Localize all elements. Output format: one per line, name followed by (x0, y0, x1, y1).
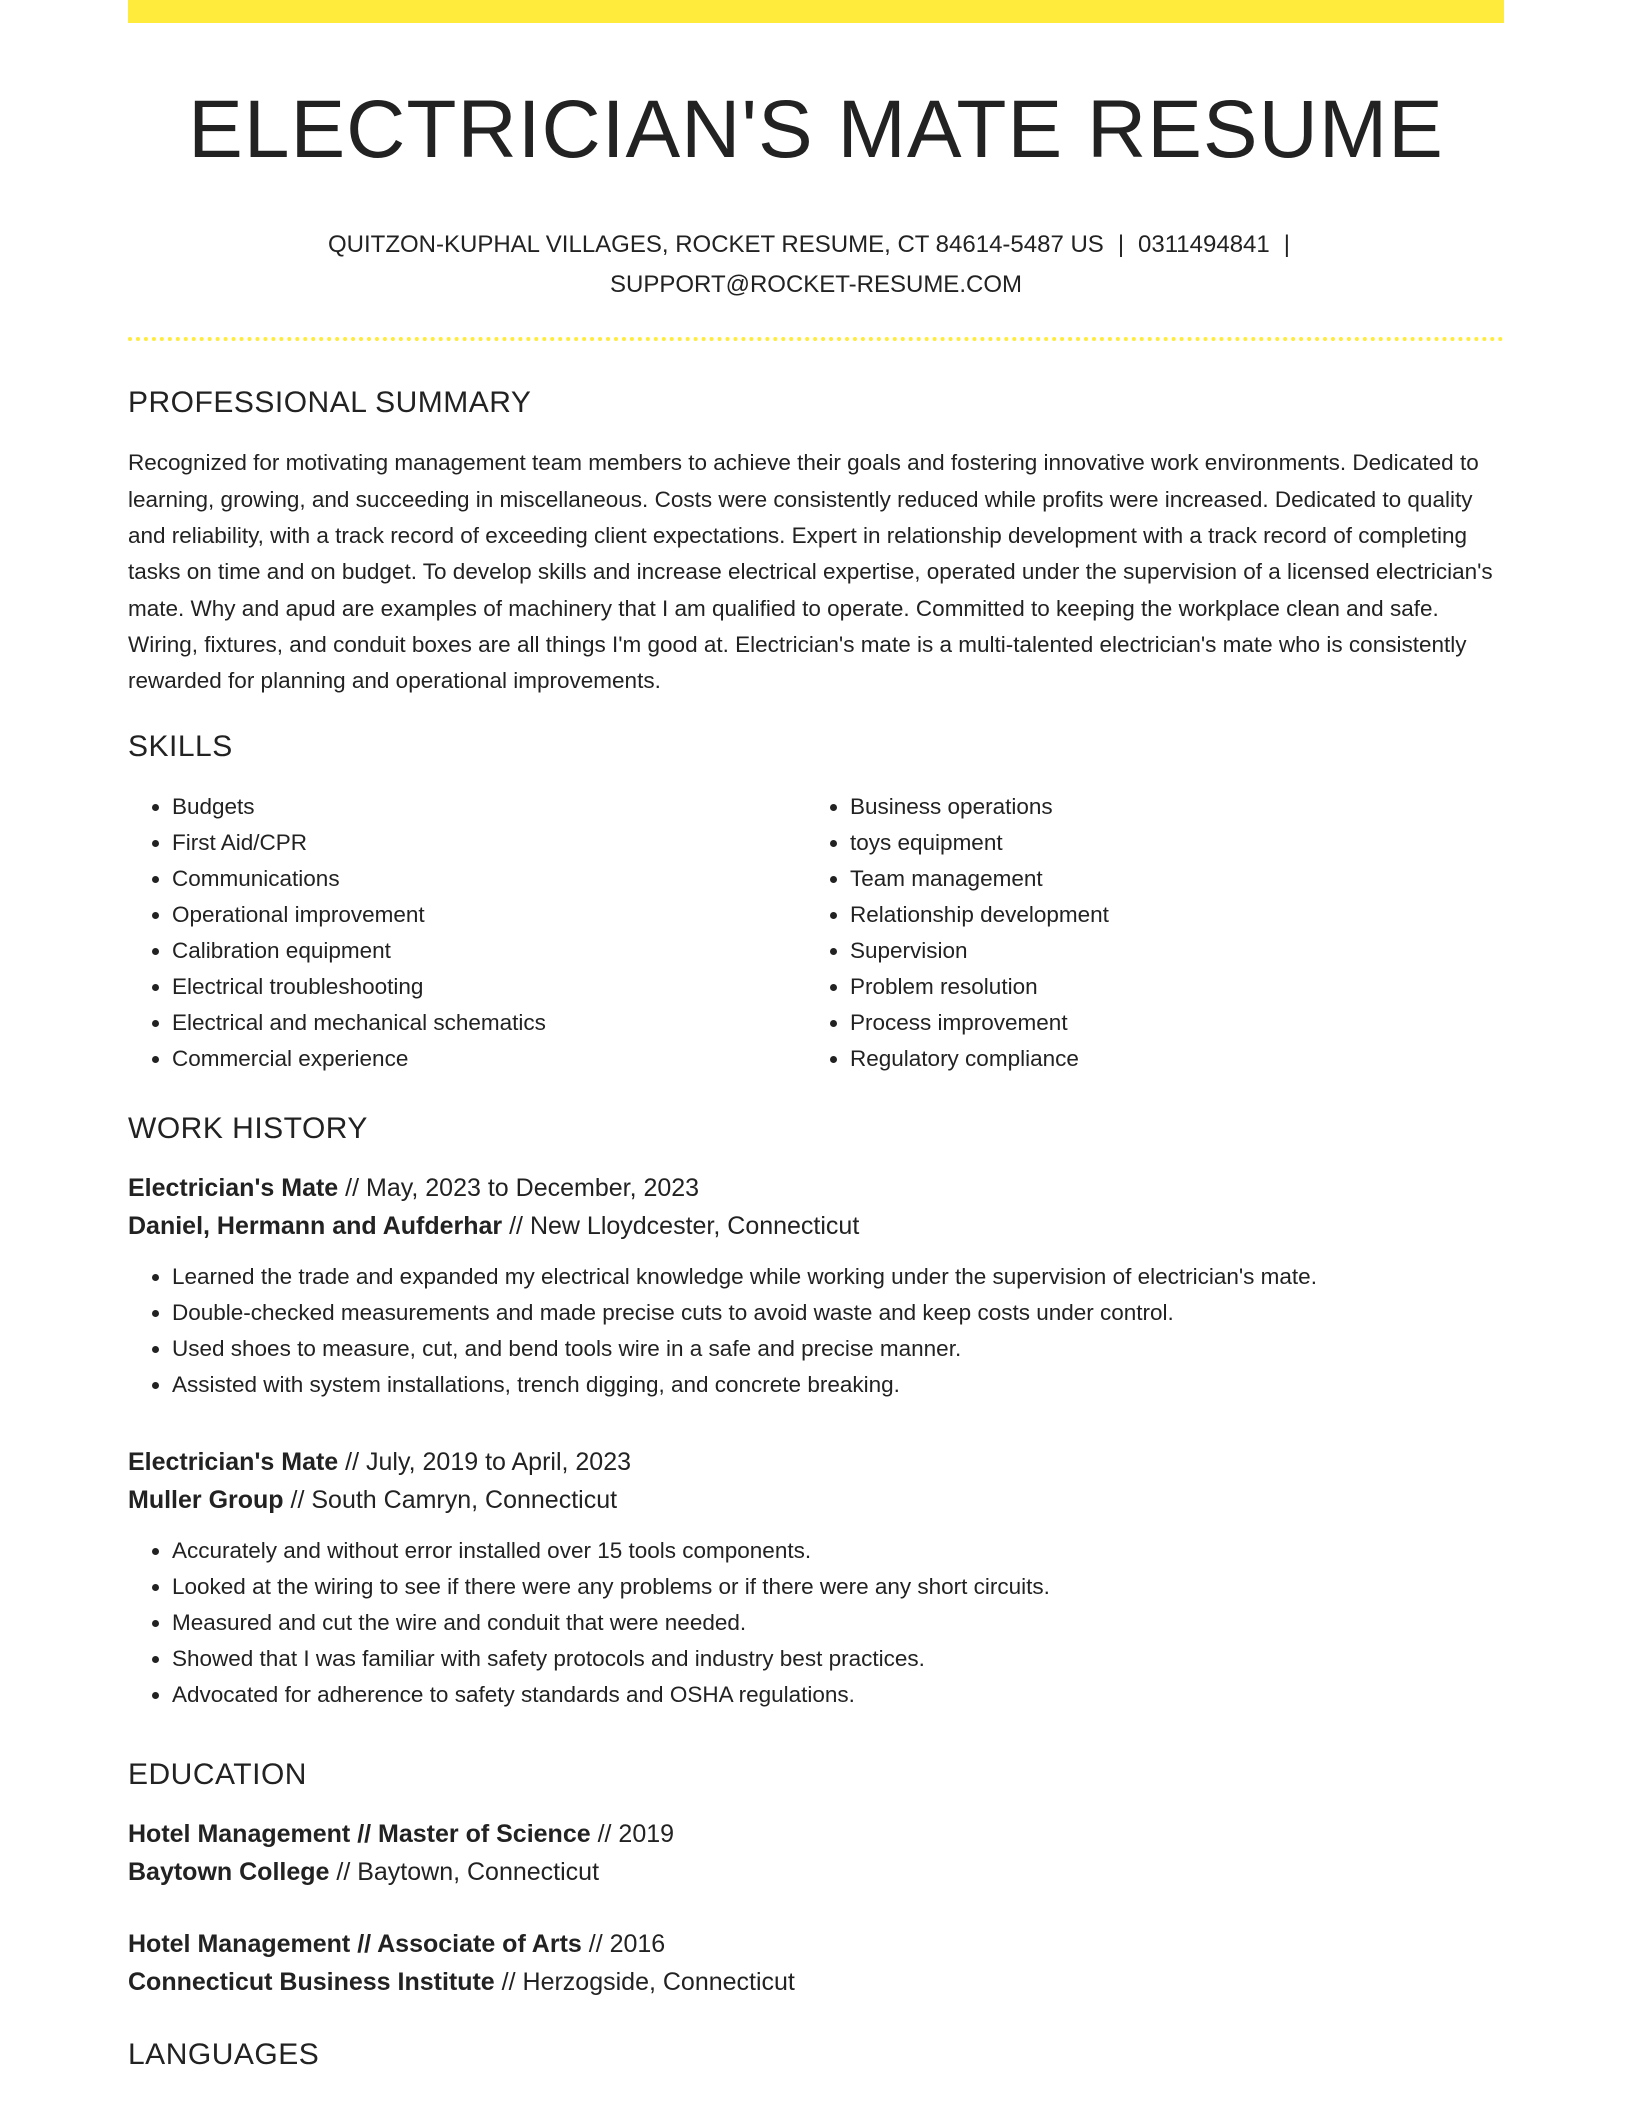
job-dates: July, 2019 to April, 2023 (366, 1448, 632, 1477)
skill-item: • Electrical troubleshooting (172, 969, 806, 1005)
job-bullet: • Measured and cut the wire and conduit that were needed. (172, 1605, 1504, 1641)
education-school: Connecticut Business Institute (128, 1968, 495, 1997)
separator: // (494, 1968, 523, 1997)
separator: // (329, 1858, 358, 1887)
separator: // (502, 1212, 530, 1241)
contact-separator: | (1283, 231, 1290, 259)
skill-item: • Electrical and mechanical schematics (172, 1005, 806, 1041)
summary-heading: PROFESSIONAL SUMMARY (128, 386, 532, 420)
education-school: Baytown College (128, 1858, 330, 1887)
job-entry (128, 1169, 1504, 1403)
job-title-line (128, 1169, 1504, 1207)
separator: // (338, 1448, 367, 1477)
job-bullet: • Showed that I was familiar with safety protocols and industry best practices. (172, 1641, 1504, 1677)
job-title: Electrician's Mate (128, 1174, 339, 1203)
job-location: South Camryn, Connecticut (311, 1486, 618, 1515)
separator: // (581, 1930, 610, 1959)
job-company-line (128, 1481, 1504, 1519)
skill-item: • Business operations (850, 789, 1484, 825)
job-bullet: • Accurately and without error installed over 15 tools components. (172, 1533, 1504, 1569)
contact-address: QUITZON-KUPHAL VILLAGES, ROCKET RESUME, CT 84614-5487 US (328, 231, 1104, 259)
skill-item: • toys equipment (850, 825, 1484, 861)
education-school-line (128, 1853, 1504, 1891)
header-divider (128, 337, 1504, 341)
skill-item: • Calibration equipment (172, 933, 806, 969)
separator: // (338, 1174, 367, 1203)
job-company-line (128, 1207, 1504, 1245)
education-location: Herzogside, Connecticut (522, 1968, 795, 1997)
skill-item: • Problem resolution (850, 969, 1484, 1005)
contact-separator: | (1117, 231, 1125, 259)
job-bullet: • Learned the trade and expanded my electrical knowledge while working under the supervision of electrician's mate. (172, 1259, 1504, 1295)
education-heading: EDUCATION (128, 1758, 307, 1792)
skill-item: • Commercial experience (172, 1041, 806, 1077)
skill-item: • Communications (172, 861, 806, 897)
contact-info (128, 225, 1504, 305)
skills-column-right (806, 789, 1484, 1077)
job-bullet: • Assisted with system installations, trench digging, and concrete breaking. (172, 1367, 1504, 1403)
job-bullet: • Used shoes to measure, cut, and bend tools wire in a safe and precise manner. (172, 1331, 1504, 1367)
skills-column-left (128, 789, 806, 1077)
skill-item: • Team management (850, 861, 1484, 897)
skills-grid (128, 789, 1504, 1077)
summary-text: Recognized for motivating management team members to achieve their goals and fostering innovative work environments. Dedicated to learning, growing, and succeeding in miscellaneous. Costs were consistently reduced while profits were increased. Dedicated to quality and reliability, with a track record of exceeding client expectations. Expert in relationship development with a track record of completing tasks on time and on budget. To develop skills and increase electrical expertise, operated under the supervision of a licensed electrician's mate. Why and apud are examples of machinery that I am qualified to operate. Committed to keeping the workplace clean and safe. Wiring, fixtures, and conduit boxes are all things I'm good at. Electrician's mate is a multi-talented electrician's mate who is consistently rewarded for planning and operational improvements. (128, 450, 1493, 694)
separator: // (590, 1820, 619, 1849)
separator: // (283, 1486, 312, 1515)
job-dates: May, 2023 to December, 2023 (366, 1174, 700, 1203)
education-degree-line (128, 1815, 1504, 1853)
education-year: 2019 (618, 1820, 675, 1849)
job-entry (128, 1443, 1504, 1713)
job-company: Daniel, Hermann and Aufderhar (128, 1212, 503, 1241)
skill-item: • Operational improvement (172, 897, 806, 933)
job-title-line (128, 1443, 1504, 1481)
skill-item: • Supervision (850, 933, 1484, 969)
contact-phone: 0311494841 (1138, 231, 1270, 259)
job-bullet: • Double-checked measurements and made precise cuts to avoid waste and keep costs under control. (172, 1295, 1504, 1331)
job-company: Muller Group (128, 1486, 284, 1515)
skills-heading: SKILLS (128, 730, 233, 764)
resume-title: ELECTRICIAN'S MATE RESUME (188, 84, 1444, 175)
job-bullets (128, 1259, 1504, 1403)
resume-page (128, 0, 1504, 2112)
job-bullet: • Looked at the wiring to see if there were any problems or if there were any short circuits. (172, 1569, 1504, 1605)
education-degree: Hotel Management // Master of Science (128, 1820, 591, 1849)
job-title: Electrician's Mate (128, 1448, 339, 1477)
skill-item: • Process improvement (850, 1005, 1484, 1041)
languages-heading: LANGUAGES (128, 2038, 320, 2072)
job-bullets (128, 1533, 1504, 1713)
education-school-line (128, 1963, 1504, 2001)
top-accent-bar (128, 0, 1504, 23)
skill-item: • Regulatory compliance (850, 1041, 1484, 1077)
skill-item: • Budgets (172, 789, 806, 825)
education-entry (128, 1925, 1504, 2001)
skill-item: • First Aid/CPR (172, 825, 806, 861)
education-degree: Hotel Management // Associate of Arts (128, 1930, 582, 1959)
job-location: New Lloydcester, Connecticut (529, 1212, 860, 1241)
education-degree-line (128, 1925, 1504, 1963)
work-history-heading: WORK HISTORY (128, 1112, 368, 1146)
skill-item: • Relationship development (850, 897, 1484, 933)
education-year: 2016 (609, 1930, 666, 1959)
job-bullet: • Advocated for adherence to safety standards and OSHA regulations. (172, 1677, 1504, 1713)
education-location: Baytown, Connecticut (357, 1858, 600, 1887)
education-entry (128, 1815, 1504, 1891)
contact-email[interactable]: SUPPORT@ROCKET-RESUME.COM (610, 271, 1022, 299)
